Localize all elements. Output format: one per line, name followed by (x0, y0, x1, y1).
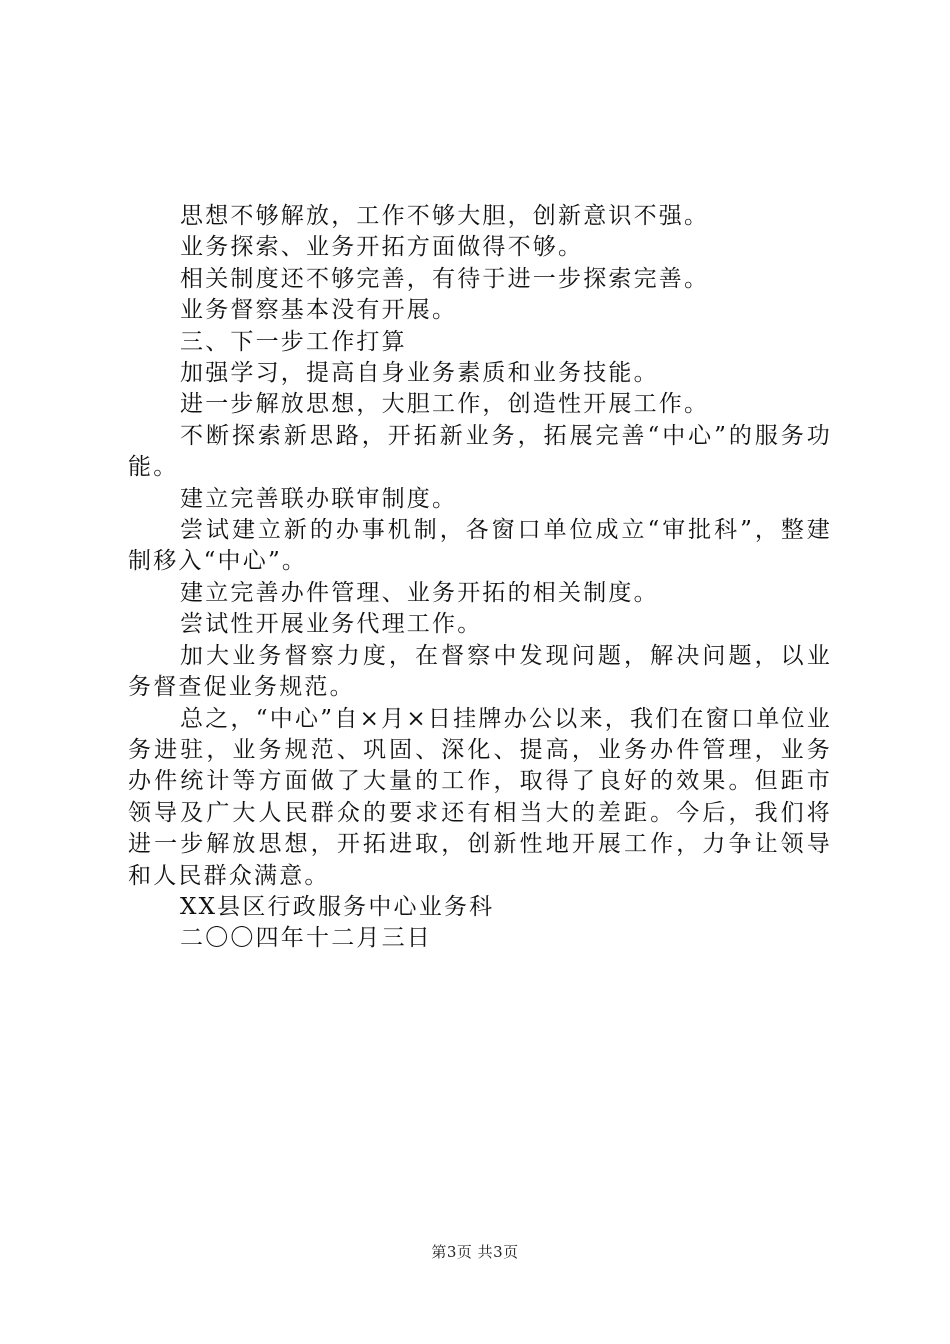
paragraph-shortcoming-supervision: 业务督察基本没有开展。 (180, 297, 458, 324)
paragraph-shortcoming-exploration: 业务探索、业务开拓方面做得不够。 (180, 234, 584, 261)
signature-date: 二〇〇四年十二月三日 (180, 925, 432, 952)
paragraph-plan-explore: 不断探索新思路，开拓新业务，拓展完善“中心”的服务功能。 (128, 422, 832, 481)
document-body (128, 201, 832, 955)
paragraph-plan-mechanism: 尝试建立新的办事机制，各窗口单位成立“审批科”，整建制移入“中心”。 (128, 517, 832, 575)
paragraph-plan-study: 加强学习，提高自身业务素质和业务技能。 (180, 360, 659, 387)
paragraph-plan-joint-review: 建立完善联办联审制度。 (180, 485, 458, 512)
paragraph-shortcoming-thinking: 思想不够解放，工作不够大胆，创新意识不强。 (180, 203, 710, 229)
page-footer: 第3页 共3页 (431, 1243, 519, 1261)
paragraph-plan-liberate: 进一步解放思想，大胆工作，创造性开展工作。 (180, 391, 710, 418)
paragraph-plan-management: 建立完善办件管理、业务开拓的相关制度。 (180, 579, 659, 606)
section-heading-next-plan: 三、下一步工作打算 (180, 328, 407, 355)
paragraph-plan-supervision: 加大业务督察力度，在督察中发现问题，解决问题，以业务督查促业务规范。 (128, 642, 832, 701)
paragraph-plan-agency: 尝试性开展业务代理工作。 (180, 611, 483, 638)
paragraph-shortcoming-system: 相关制度还不够完善，有待于进一步探索完善。 (180, 265, 710, 292)
paragraph-summary: 总之，“中心”自×月×日挂牌办公以来，我们在窗口单位业务进驻，业务规范、巩固、深化、提高，业务办件管理，业务办件统计等方面做了大量的工作，取得了良好的效果。但距市领导及广大人民群众的要求还有相当大的差距。今后，我们将进一步解放思想，开拓进取，创新性地开展工作，力争让领导和人民群众满意。 (128, 705, 832, 889)
signature-organization: XX县区行政服务中心业务科 (180, 893, 495, 920)
